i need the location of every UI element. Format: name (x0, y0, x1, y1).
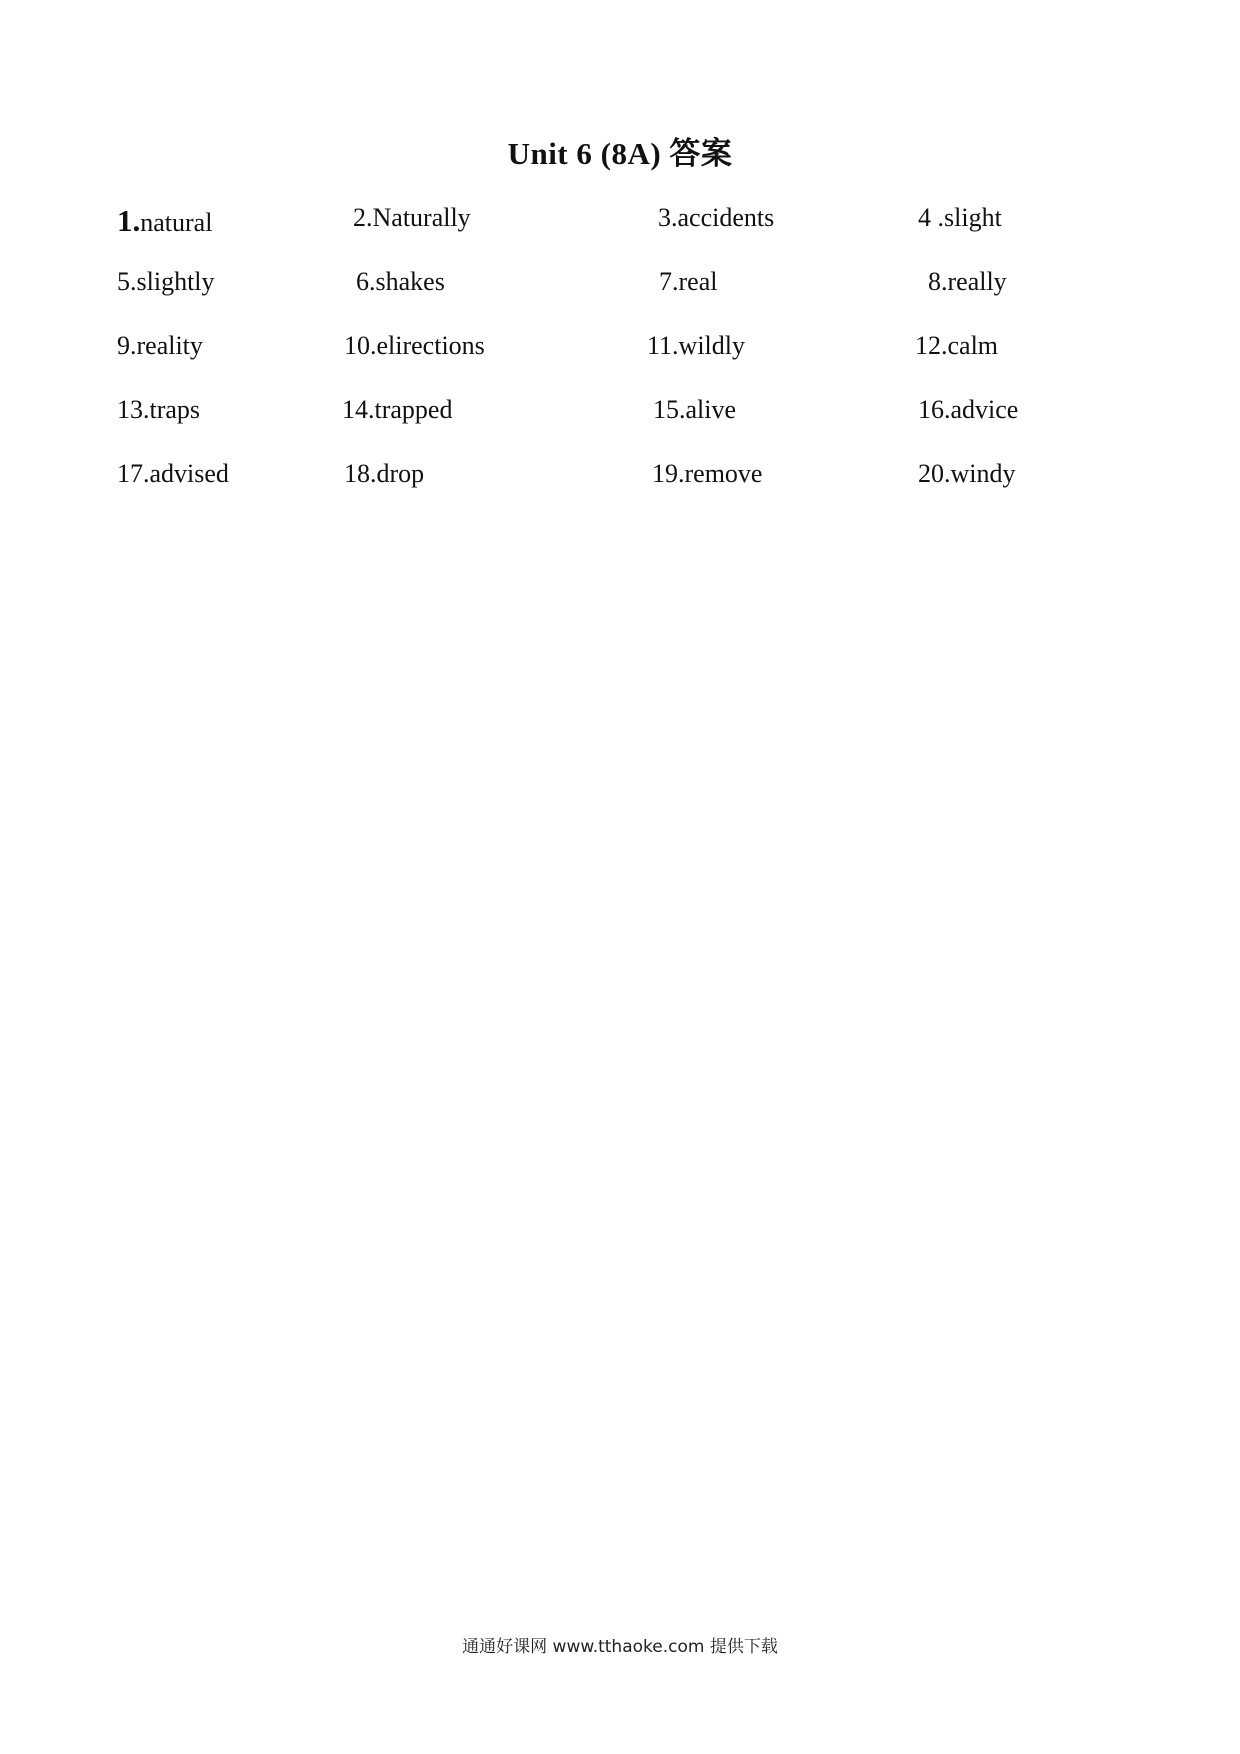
answer-item (659, 269, 717, 295)
answer-word: windy (950, 459, 1016, 488)
answer-number: 19. (652, 459, 685, 488)
page-title: Unit 6 (8A) 答案 (507, 136, 733, 171)
answer-item (356, 269, 445, 295)
answer-item (344, 333, 485, 359)
answer-number: 10. (344, 331, 377, 360)
answer-number: 18. (344, 459, 377, 488)
answer-word: Naturally (372, 203, 471, 232)
answer-word: remove (684, 459, 763, 488)
answer-number: 14. (342, 395, 375, 424)
answer-item (344, 461, 424, 487)
answer-item (653, 397, 736, 423)
answer-number: 15. (653, 395, 686, 424)
answer-item (117, 397, 200, 423)
answer-item (117, 333, 203, 359)
answer-item (652, 461, 762, 487)
footer-credit: 通通好课网 www.tthaoke.com 提供下载 (462, 1637, 778, 1657)
answer-number: 7. (659, 267, 679, 296)
answer-item (117, 269, 215, 295)
answer-number: 4 . (918, 203, 944, 232)
answer-word: really (947, 267, 1007, 296)
answer-word: wildly (678, 331, 745, 360)
answer-word: real (678, 267, 718, 296)
answer-word: alive (685, 395, 737, 424)
answer-number: 3. (658, 203, 678, 232)
answer-number: 16. (918, 395, 951, 424)
answer-number: 17. (117, 459, 150, 488)
answer-item (353, 205, 471, 231)
answer-word: accidents (677, 203, 775, 232)
answer-item (915, 333, 998, 359)
answer-word: slight (944, 203, 1002, 232)
answer-number: 6. (356, 267, 376, 296)
answer-word: natural (140, 208, 213, 237)
answer-number: 11. (647, 331, 679, 360)
answer-word: drop (376, 459, 425, 488)
answer-word: advice (950, 395, 1019, 424)
answer-item (918, 461, 1016, 487)
answer-list (0, 0, 1240, 600)
answer-word: reality (136, 331, 203, 360)
answer-item (647, 333, 745, 359)
answer-number: 13. (117, 395, 150, 424)
answer-item (117, 461, 229, 487)
answer-item (928, 269, 1007, 295)
answer-word: trapped (374, 395, 453, 424)
answer-item (918, 205, 1002, 231)
answer-word: slightly (136, 267, 215, 296)
answer-number: 5. (117, 267, 137, 296)
answer-word: elirections (376, 331, 485, 360)
answer-item (918, 397, 1018, 423)
answer-item (117, 205, 212, 236)
answer-number: 20. (918, 459, 951, 488)
answer-word: traps (149, 395, 201, 424)
answer-word: shakes (375, 267, 445, 296)
answer-number: 12. (915, 331, 948, 360)
answer-item (342, 397, 452, 423)
answer-number: 9. (117, 331, 137, 360)
answer-item (658, 205, 774, 231)
answer-word: calm (947, 331, 999, 360)
answer-number: 1. (117, 203, 141, 238)
answer-number: 2. (353, 203, 373, 232)
answer-word: advised (149, 459, 229, 488)
answer-number: 8. (928, 267, 948, 296)
